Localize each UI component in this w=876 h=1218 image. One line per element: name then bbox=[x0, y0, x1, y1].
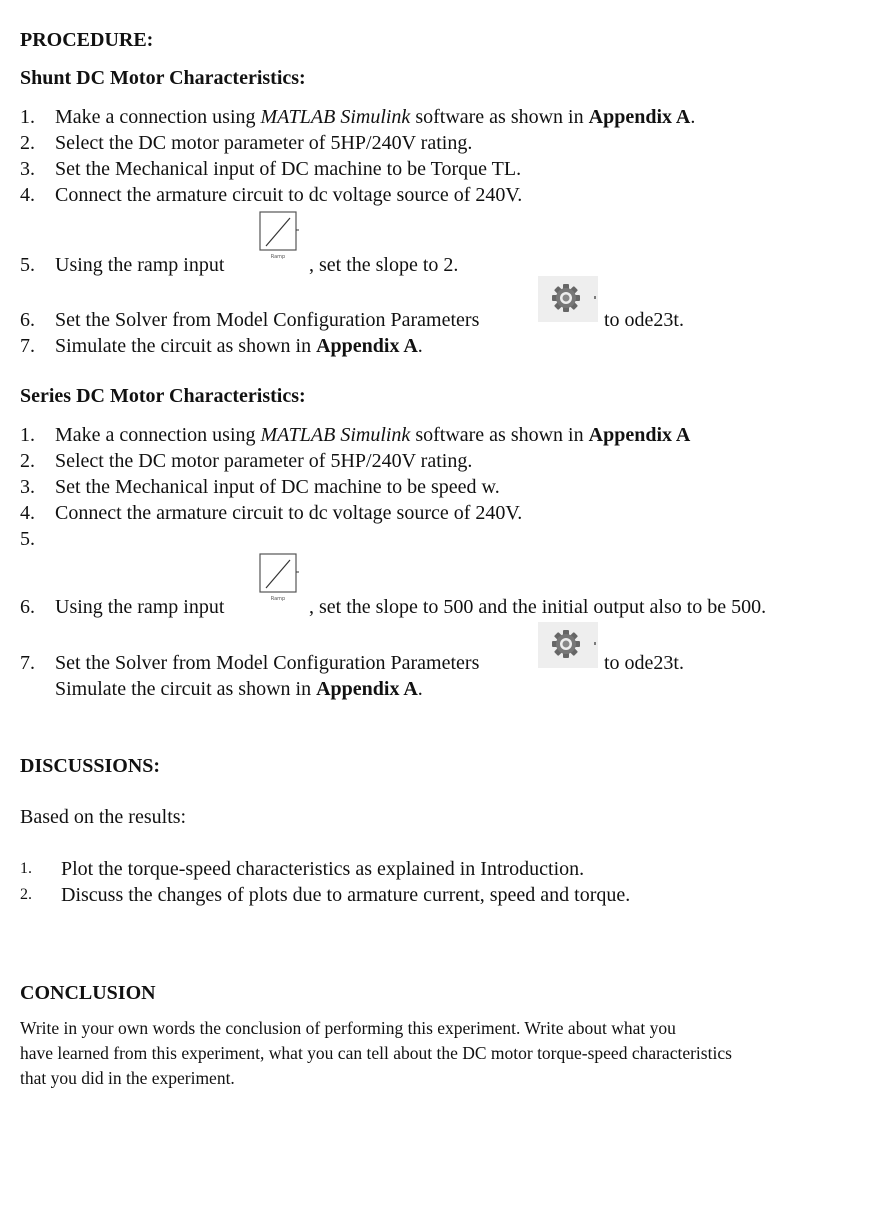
shunt-step-2: Select the DC motor parameter of 5HP/240V rating. bbox=[55, 132, 473, 154]
discussion-item-1-num: 1. bbox=[20, 860, 32, 877]
series-step-4-num: 4. bbox=[20, 502, 35, 524]
series-step-6-num: 6. bbox=[20, 596, 35, 618]
shunt-step-4: Connect the armature circuit to dc voltage source of 240V. bbox=[55, 184, 523, 206]
gear-icon bbox=[538, 622, 598, 668]
conclusion-line-1: Write in your own words the conclusion of performing this experiment. Write about what you bbox=[20, 1018, 676, 1038]
series-step-1-num: 1. bbox=[20, 424, 35, 446]
shunt-step-3-num: 3. bbox=[20, 158, 35, 180]
conclusion-heading: CONCLUSION bbox=[20, 982, 156, 1004]
discussions-heading: DISCUSSIONS: bbox=[20, 755, 161, 777]
ramp-block-icon bbox=[256, 552, 300, 604]
series-step-7-num: 7. bbox=[20, 652, 35, 674]
series-step-7-pre: Set the Solver from Model Configuration Parameters bbox=[55, 652, 480, 674]
shunt-step-2-num: 2. bbox=[20, 132, 35, 154]
svg-text:Ramp: Ramp bbox=[270, 254, 286, 260]
conclusion-line-2: have learned from this experiment, what you can tell about the DC motor torque-speed characteristics bbox=[20, 1043, 732, 1063]
shunt-step-4-num: 4. bbox=[20, 184, 35, 206]
shunt-step-1: Make a connection using MATLAB Simulink software as shown in Appendix A. bbox=[55, 106, 696, 128]
shunt-step-5-pre: Using the ramp input bbox=[55, 254, 225, 276]
conclusion-line-3: that you did in the experiment. bbox=[20, 1068, 235, 1088]
shunt-heading: Shunt DC Motor Characteristics: bbox=[20, 67, 306, 89]
series-step-5-num: 5. bbox=[20, 528, 35, 550]
shunt-step-7-num: 7. bbox=[20, 335, 35, 357]
shunt-step-1-num: 1. bbox=[20, 106, 35, 128]
ramp-block-icon bbox=[256, 210, 300, 262]
series-step-4: Connect the armature circuit to dc voltage source of 240V. bbox=[55, 502, 523, 524]
discussions-intro: Based on the results: bbox=[20, 806, 187, 828]
shunt-step-6-pre: Set the Solver from Model Configuration Parameters bbox=[55, 309, 480, 331]
shunt-step-5-post: , set the slope to 2. bbox=[309, 254, 459, 276]
shunt-step-3: Set the Mechanical input of DC machine to be Torque TL. bbox=[55, 158, 522, 180]
series-step-2-num: 2. bbox=[20, 450, 35, 472]
series-step-2: Select the DC motor parameter of 5HP/240V rating. bbox=[55, 450, 473, 472]
gear-icon bbox=[538, 276, 598, 322]
shunt-step-6-post: to ode23t. bbox=[604, 309, 684, 331]
shunt-step-5-num: 5. bbox=[20, 254, 35, 276]
discussion-item-1: Plot the torque-speed characteristics as explained in Introduction. bbox=[61, 858, 585, 880]
shunt-step-6-num: 6. bbox=[20, 309, 35, 331]
series-step-6-pre: Using the ramp input bbox=[55, 596, 225, 618]
procedure-heading: PROCEDURE: bbox=[20, 29, 154, 51]
series-step-3: Set the Mechanical input of DC machine to be speed w. bbox=[55, 476, 500, 498]
shunt-step-7: Simulate the circuit as shown in Appendix A. bbox=[55, 335, 423, 357]
series-step-continuation: Simulate the circuit as shown in Appendix A. bbox=[55, 678, 423, 700]
series-step-7-post: to ode23t. bbox=[604, 652, 684, 674]
series-step-6-post: , set the slope to 500 and the initial output also to be 500. bbox=[309, 596, 767, 618]
discussion-item-2: Discuss the changes of plots due to armature current, speed and torque. bbox=[61, 884, 631, 906]
discussion-item-2-num: 2. bbox=[20, 886, 32, 903]
series-heading: Series DC Motor Characteristics: bbox=[20, 385, 306, 407]
series-step-3-num: 3. bbox=[20, 476, 35, 498]
svg-text:Ramp: Ramp bbox=[270, 596, 286, 602]
series-step-1: Make a connection using MATLAB Simulink software as shown in Appendix A bbox=[55, 424, 691, 446]
